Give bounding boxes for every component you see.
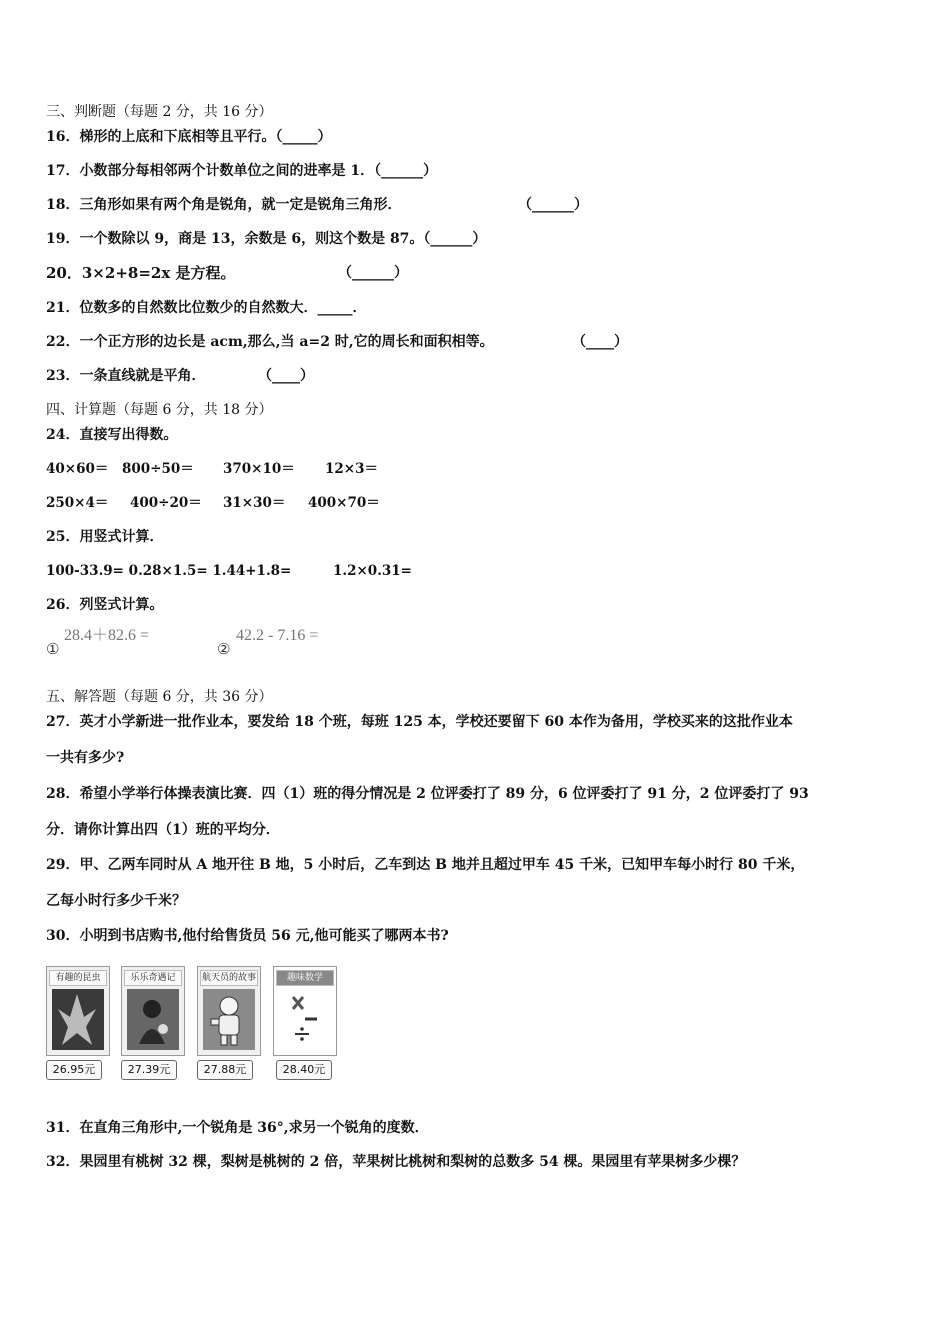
question-29-line2: 乙每小时行多少千米？ — [46, 893, 186, 909]
character-icon — [127, 989, 177, 1049]
question-26-b: 42.2 - 7.16 = — [236, 627, 319, 644]
question-25-row: 100-33.9= 0.28×1.5= 1.44+1.8= — [46, 563, 292, 579]
book-3 — [197, 966, 261, 1056]
book-4-title: 趣味数学 — [276, 970, 334, 986]
question-31: 31．在直角三角形中,一个锐角是 36°,求另一个锐角的度数． — [46, 1120, 429, 1136]
calc-400div20: 400÷20＝ — [130, 495, 202, 511]
calc-370x10: 370×10＝ — [223, 461, 295, 477]
book-4-cover-art — [279, 989, 331, 1050]
question-22-blank: （____） — [572, 334, 628, 350]
calc-40x60: 40×60＝ — [46, 461, 109, 477]
question-18-blank: （______） — [518, 197, 588, 213]
question-28-line2: 分．请你计算出四（1）班的平均分． — [46, 822, 280, 838]
book-3-cover-art — [203, 989, 255, 1050]
question-23: 23．一条直线就是平角． — [46, 368, 206, 384]
astronaut-icon — [203, 989, 253, 1049]
section-solve: 五、解答题（每题 6 分，共 36 分） — [46, 689, 273, 705]
book-1-title: 有趣的昆虫 — [49, 970, 107, 986]
question-25-last: 1.2×0.31= — [333, 563, 412, 579]
book-3-title: 航天员的故事 — [200, 970, 258, 986]
calc-800div50: 800÷50＝ — [122, 461, 194, 477]
insect-icon — [52, 989, 102, 1049]
question-26-a-mark: ① — [46, 640, 60, 658]
question-22: 22．一个正方形的边长是 acm,那么,当 a=2 时,它的周长和面积相等。 — [46, 334, 494, 350]
question-19: 19．一个数除以 9，商是 13，余数是 6，则这个数是 87。（______） — [46, 231, 487, 247]
question-26: 26．列竖式计算。 — [46, 597, 164, 613]
book-3-price: 27.88元 — [197, 1060, 253, 1080]
book-4 — [273, 966, 337, 1056]
book-2-cover-art — [127, 989, 179, 1050]
book-2 — [121, 966, 185, 1056]
question-20: 20．3×2+8=2x 是方程。 — [46, 264, 236, 282]
question-16: 16．梯形的上底和下底相等且平行。（_____） — [46, 129, 332, 145]
book-1-price: 26.95元 — [46, 1060, 102, 1080]
question-32: 32．果园里有桃树 32 棵，梨树是桃树的 2 倍，苹果树比桃树和梨树的总数多 54 棵。果园里有苹果树多少棵？ — [46, 1154, 746, 1170]
question-21: 21．位数多的自然数比位数少的自然数大．_____． — [46, 300, 367, 316]
question-17: 17．小数部分每相邻两个计数单位之间的进率是 1．（______） — [46, 163, 438, 179]
question-28-line1: 28．希望小学举行体操表演比赛．四（1）班的得分情况是 2 位评委打了 89 分，6 位评委打了 91 分，2 位评委打了 93 — [46, 786, 809, 802]
question-27-line2: 一共有多少? — [46, 750, 125, 766]
book-4-price: 28.40元 — [276, 1060, 332, 1080]
math-symbols-icon — [279, 989, 329, 1049]
calc-12x3: 12×3＝ — [325, 461, 378, 477]
question-26-b-mark: ② — [217, 640, 231, 658]
book-1 — [46, 966, 110, 1056]
book-2-price: 27.39元 — [121, 1060, 177, 1080]
question-18: 18．三角形如果有两个角是锐角，就一定是锐角三角形． — [46, 197, 402, 213]
question-29-line1: 29．甲、乙两车同时从 A 地开往 B 地，5 小时后，乙车到达 B 地并且超过甲车 45 千米，已知甲车每小时行 80 千米， — [46, 857, 805, 873]
section-calc: 四、计算题（每题 6 分，共 18 分） — [46, 402, 273, 418]
calc-400x70: 400×70＝ — [308, 495, 380, 511]
question-27-line1: 27．英才小学新进一批作业本，要发给 18 个班，每班 125 本，学校还要留下 60 本作为备用，学校买来的这批作业本 — [46, 714, 793, 730]
calc-250x4: 250×4＝ — [46, 495, 109, 511]
question-30: 30．小明到书店购书,他付给售货员 56 元,他可能买了哪两本书? — [46, 928, 449, 944]
book-2-title: 乐乐奇遇记 — [124, 970, 182, 986]
question-23-blank: （____） — [258, 368, 314, 384]
question-25: 25．用竖式计算． — [46, 529, 164, 545]
question-26-a: 28.4＋82.6 = — [64, 627, 150, 644]
calc-31x30: 31×30＝ — [223, 495, 286, 511]
section-judge: 三、判断题（每题 2 分，共 16 分） — [46, 104, 273, 120]
book-1-cover-art — [52, 989, 104, 1050]
question-20-blank: （______） — [338, 265, 408, 281]
question-24: 24．直接写出得数。 — [46, 427, 178, 443]
